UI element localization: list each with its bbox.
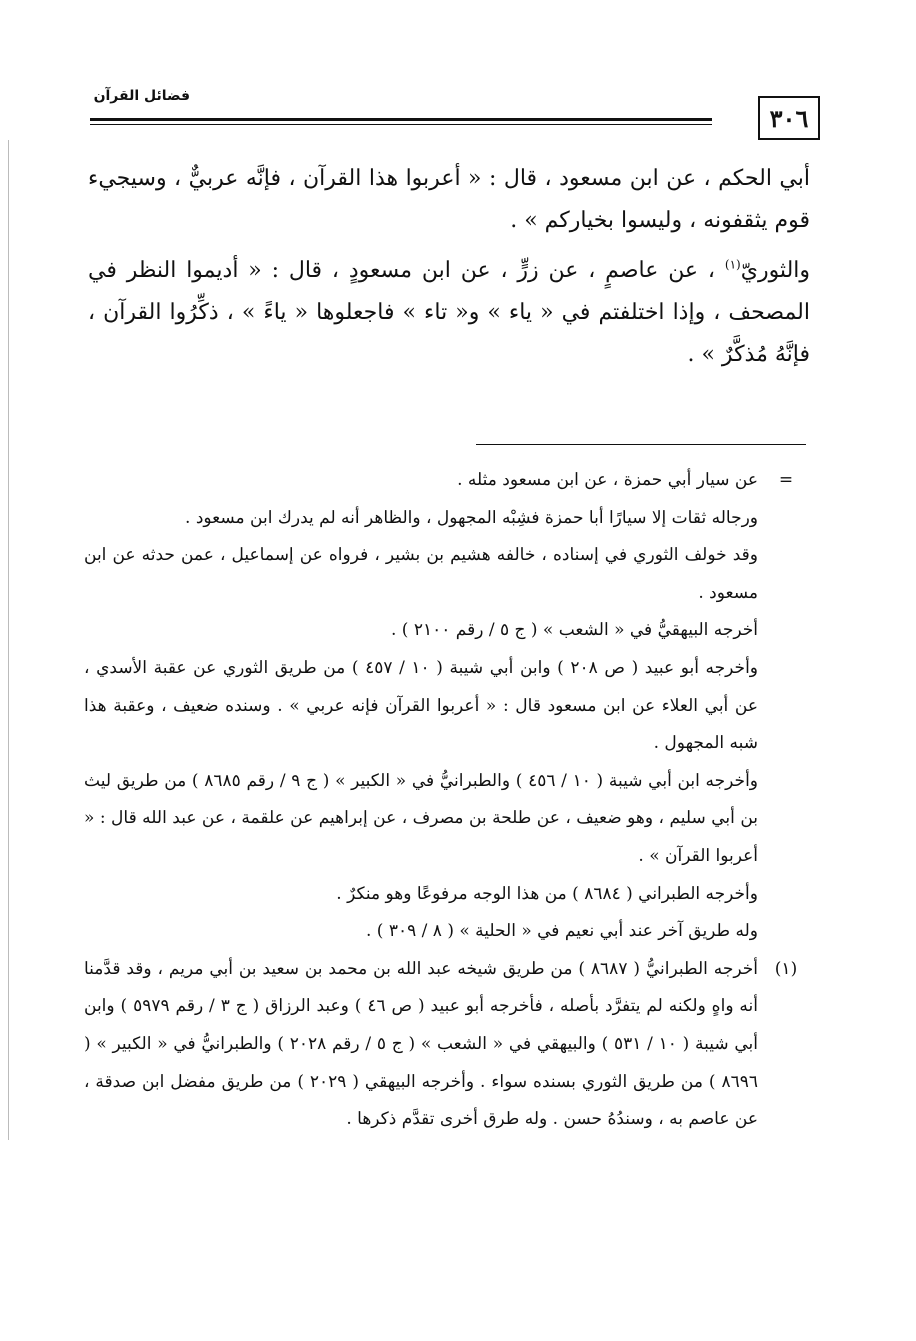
footnote-line: وأخرجه ابن أبي شيبة ( ١٠ / ٤٥٦ ) والطبرانيُّ في « الكبير » ( ج ٩ / رقم ٨٦٨٥ ) من طريق ليث بن أبي سليم ، وهو ضعيف ، عن طلحة بن مصرف ، عن إبراهيم عن علقمة ، عن عبد الله قال : « أعربوا القرآن » . bbox=[84, 770, 759, 866]
footnote-1-mark: (١) bbox=[774, 958, 798, 979]
footnote-1 bbox=[84, 951, 814, 1139]
header-rule-thin bbox=[90, 124, 712, 125]
continuation-mark: = bbox=[778, 470, 794, 490]
footnote-line: وأخرجه أبو عبيد ( ص ٢٠٨ ) وابن أبي شيبة ( ١٠ / ٤٥٧ ) من طريق الثوري عن عقبة الأسدي ، عن أبي العلاء عن ابن مسعود قال : « أعربوا القرآن فإنه عربي » . وسنده ضعيف ، وعقبة هذا شبه المجهول . bbox=[84, 657, 758, 754]
running-title: فضائل القرآن bbox=[93, 88, 190, 104]
footnote-line: وأخرجه الطبراني ( ٨٦٨٤ ) من هذا الوجه مرفوعًا وهو منكرٌ . bbox=[336, 883, 758, 904]
footnote-continuation bbox=[84, 462, 814, 951]
footnote-reference-1[interactable]: (١) bbox=[724, 257, 741, 272]
footnote-line: أخرجه البيهقيُّ في « الشعب » ( ج ٥ / رقم ٢١٠٠ ) . bbox=[390, 620, 758, 641]
page-header bbox=[90, 88, 820, 148]
footnotes bbox=[84, 462, 814, 1139]
footnote-line: وقد خولف الثوري في إسناده ، خالفه هشيم بن بشير ، فرواه عن إسماعيل ، عمن حدثه عن ابن مسعود . bbox=[84, 545, 758, 603]
footnote-line: ورجاله ثقات إلا سيارًا أبا حمزة فشِبْه المجهول ، والظاهر أنه لم يدرك ابن مسعود . bbox=[185, 507, 758, 528]
paragraph-2-body: ، عن عاصمٍ ، عن زرٍّ ، عن ابن مسعودٍ ، قال : « أديموا النظر في المصحف ، وإذا اختلفتم في « ياء » و« تاء » فاجعلوها « ياءً » ، ذكِّرُوا القرآن ، فإنَّهُ مُذكَّرٌ » . bbox=[88, 258, 810, 367]
paragraph-2-lead: والثوريّ bbox=[740, 258, 811, 283]
header-rule-thick bbox=[90, 118, 712, 121]
main-text bbox=[88, 158, 810, 384]
footnote-line: وله طريق آخر عند أبي نعيم في « الحلية » ( ٨ / ٣٠٩ ) . bbox=[366, 921, 758, 942]
footnote-line: أخرجه الطبرانيُّ ( ٨٦٨٧ ) من طريق شيخه عبد الله بن محمد بن سعيد بن أبي مريم ، وقد قدَّمنا أنه واهٍ ولكنه لم يتفرَّد بأصله ، فأخرجه أبو عبيد ( ص ٤٦ ) وعبد الرزاق ( ج ٣ / رقم ٥٩٧٩ ) وابن أبي شيبة ( ١٠ / ٥٣١ ) والبيهقي في « الشعب » ( ج ٥ / رقم ٢٠٢٨ ) والطبرانيُّ في « الكبير » ( ٨٦٩٦ ) من طريق الثوري بسنده سواء . وأخرجه البيهقي ( ٢٠٢٩ ) من طريق مفضل ابن صدقة ، عن عاصم به ، وسندُهُ حسن . وله طرق أخرى تقدَّم ذكرها . bbox=[84, 958, 759, 1130]
footnote-line: عن سيار أبي حمزة ، عن ابن مسعود مثله . bbox=[457, 470, 758, 490]
footnote-divider bbox=[476, 444, 806, 445]
page-number-box bbox=[758, 96, 820, 140]
page-edge-line bbox=[8, 140, 9, 1140]
footnote-1-text bbox=[84, 951, 758, 1139]
main-paragraph-1: أبي الحكم ، عن ابن مسعود ، قال : « أعربوا هذا القرآن ، فإنَّه عربيٌّ ، وسيجيء قوم يثقفونه ، وليسوا بخياركم » . bbox=[88, 166, 810, 233]
continuation-text bbox=[84, 462, 758, 951]
main-paragraph-2 bbox=[88, 250, 810, 376]
page-number: ٣٠٦ bbox=[769, 103, 809, 133]
